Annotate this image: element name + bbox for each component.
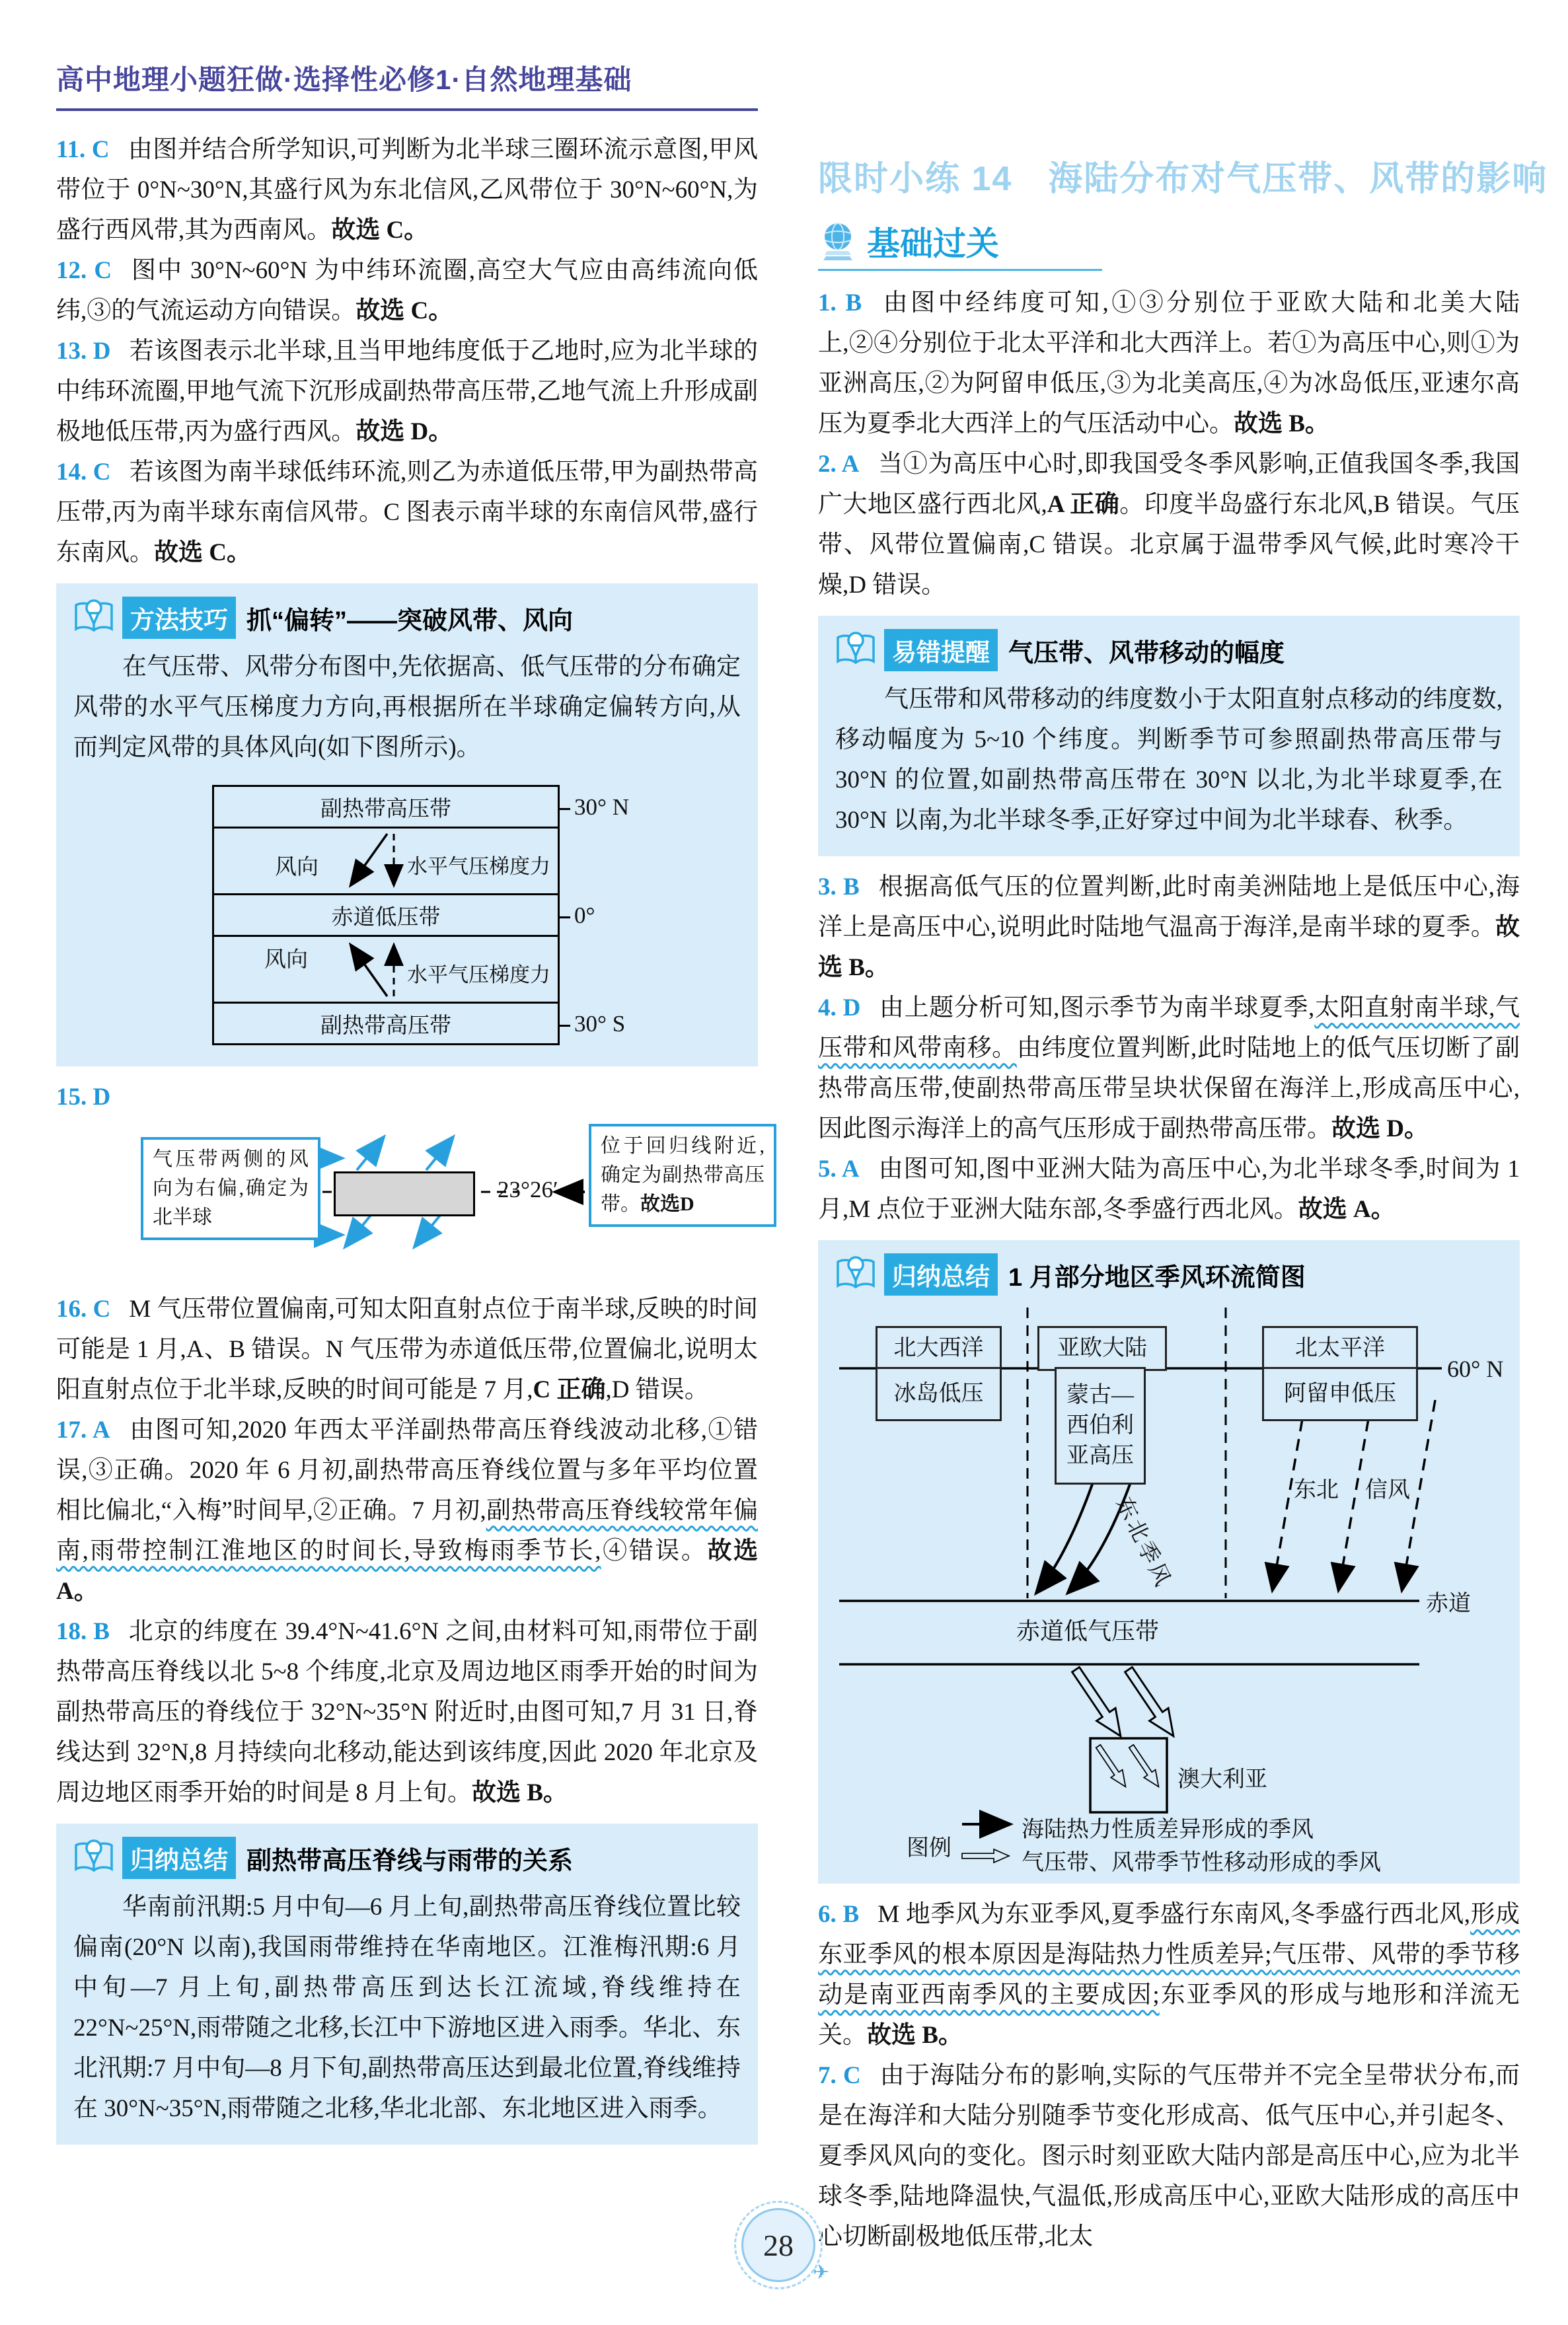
answer-number-1: 1. B [818,289,862,316]
trade-wind-label-2: 信风 [1365,1478,1410,1502]
section-basics [818,217,1102,271]
warning-badge: 易错提醒 [884,629,998,671]
wind-direction-label: 风向 [275,856,318,879]
summary-left-badge: 归纳总结 [122,1837,236,1879]
right-column [818,151,1548,2257]
cell-mongolia-high: 蒙古—西伯利亚高压 [1055,1367,1146,1485]
shifted-monsoon-arrow [1119,1663,1183,1742]
book-pin-icon [73,597,116,639]
belt-wind-row-south [214,937,558,1004]
summary-left-title: 副热带高压脊线与雨带的关系 [246,1847,574,1875]
answer-item-5 [818,1149,1520,1230]
tropic-latitude-label: 23°26′ [498,1177,558,1202]
answer-text-14: 若该图为南半球低纬环流,则乙为赤道低压带,甲为副热带高压带,丙为南半球东南信风带。C 图表示南半球的东南信风带,盛行东南风。故选 C。 [56,459,758,566]
page-number: 28 [763,2228,794,2262]
warning-header [835,629,1503,671]
wind-arrow-icon [352,946,387,996]
answer-text-11: 由图并结合所学知识,可判断为北半球三圈环流示意图,甲风带位于 0°N~30°N,其盛行风为东北信风,乙风带位于 30°N~60°N,为盛行西风带,其为西南风。故选 C。 [56,136,759,244]
subtropical-note-box: 位于回归线附近, 确定为副热带高压带。故选D [589,1124,776,1227]
pgf-label: 水平气压梯度力 [407,855,550,878]
trade-wind-label-1: 东北 [1294,1478,1339,1502]
high-pressure-band [334,1171,475,1216]
latitude-0: 0° [560,903,595,929]
answer-number-13: 13. D [56,338,111,365]
tick-mark [560,916,570,918]
answer-item-3 [818,867,1520,988]
answer-text-16: M 气压带位置偏南,可知太阳直射点位于南半球,反映的时间可能是 1 月,A、B 错误。N 气压带为赤道低压带,位置偏北,说明太阳直射点位于北半球,反映的时间可能是 7 月,C 正确,D 错误。 [56,1296,758,1403]
book-pin-icon [73,1837,116,1879]
belt-subtropical-north: 副热带高压带 [214,787,558,829]
answer-text-1: 由图中经纬度可知,①③分别位于亚欧大陆和北美大陆上,②④分别位于北太平洋和北大西洋上。若①为高压中心,则①为亚洲高压,②为阿留申低压,③为北美高压,④为冰岛低压,亚速尔高压为夏季北大西洋上的气压活动中心。故选 B。 [818,289,1520,437]
cell-iceland-low: 冰岛低压 [876,1367,1002,1421]
answer-number-18: 18. B [56,1618,110,1645]
book-pin-icon [835,1254,877,1296]
australia-label: 澳大利亚 [1177,1767,1267,1792]
summary-left-header [73,1837,741,1879]
plane-icon: ✈ [812,2261,829,2284]
method-tip-box [56,583,758,1066]
book-pin-icon [835,630,877,671]
answer-text-2: 当①为高压中心时,即我国受冬季风影响,正值我国冬季,我国广大地区盛行西北风,A 正确。印度半岛盛行东北风,B 错误。气压带、风带位置偏南,C 错误。北京属于温带季风气候,此时寒冷干燥,D 错误。 [818,451,1520,599]
summary-box-left [56,1824,758,2145]
equator-label: 赤道 [1426,1592,1471,1616]
page-number-globe [741,2208,829,2284]
tropic-high-diagram [56,1124,765,1280]
winter-monsoon-arrow [1069,1481,1131,1592]
equatorial-low-belt-label: 赤道低气压带 [1016,1618,1160,1644]
answer-text-5: 由图可知,图中亚洲大陆为高压中心,为北半球冬季,时间为 1 月,M 点位于亚洲大陆东部,冬季盛行西北风。故选 A。 [818,1156,1520,1223]
answer-item-1 [818,283,1520,444]
winter-monsoon-label: 东北季风 [1111,1493,1176,1592]
answer-item-12 [56,250,758,331]
belt-table [212,785,560,1045]
pressure-belt-diagram [73,780,734,1051]
monsoon-circulation-diagram [839,1308,1504,1875]
belt-subtropical-south: 副热带高压带 [320,1014,451,1038]
answer-item-13 [56,331,758,452]
section-basics-label: 基础过关 [867,225,999,262]
warning-title: 气压带、风带移动的幅度 [1008,639,1285,667]
wind-arrow-icon [346,1214,372,1245]
answer-number-5: 5. A [818,1156,860,1183]
answer-number-16: 16. C [56,1296,111,1323]
answer-number-15: 15. D [56,1084,111,1111]
answer-text-6: M 地季风为东亚季风,夏季盛行东南风,冬季盛行西北风,形成东亚季风的根本原因是海陆热力性质差异;气压带、风带的季节移动是南亚西南季风的主要成因;东亚季风的形成与地形和洋流无关。故选 B。 [818,1901,1520,2049]
exercise-title: 限时小练 14 海陆分布对气压带、风带的影响 [818,160,1548,198]
shifted-monsoon-arrow [1092,1742,1131,1790]
cell-aleutian-low: 阿留申低压 [1262,1367,1418,1421]
tick-mark [560,808,570,810]
method-tip-header [73,597,741,639]
answer-text-13: 若该图表示北半球,且当甲地纬度低于乙地时,应为北半球的中纬环流圈,甲地气流下沉形成副热带高压带,乙地气流上升形成副极地低压带,丙为盛行西风。故选 D。 [56,338,758,445]
answer-text-3: 根据高低气压的位置判断,此时南美洲陆地上是低压中心,海洋上是高压中心,说明此时陆地气温高于海洋,是南半球的夏季。故选 B。 [818,873,1520,981]
shifted-monsoon-arrow [1066,1663,1130,1742]
summary-left-body: 华南前汛期:5 月中旬—6 月上旬,副热带高压脊线位置比较偏南(20°N 以南),我国雨带维持在华南地区。江淮梅汛期:6 月中旬—7 月上旬,副热带高压到达长江流域,脊线维持在 22°N~25°N,雨带随之北移,长江中下游地区进入雨季。华北、东北汛期:7 月中旬—8 月下旬,副热带高压达到最北位置,脊线维持在 30°N~35°N,雨带随之北移,华北北部、东北地区进入雨季。 [73,1894,741,2122]
warning-body: 气压带和风带移动的纬度数小于太阳直射点移动的纬度数,移动幅度为 5~10 个纬度。判断季节可参照副热带高压带与 30°N 的位置,如副热带高压带在 30°N 以北,为北半球夏季,在 30°N 以南,为北半球冬季,正好穿过中间为北半球春、秋季。 [835,686,1503,834]
answer-text-12: 图中 30°N~60°N 为中纬环流圈,高空大气应由高纬流向低纬,③的气流运动方向错误。故选 C。 [56,257,758,324]
answer-number-14: 14. C [56,459,111,486]
answer-item-15 [56,1077,758,1117]
answer-number-4: 4. D [818,994,861,1021]
summary-box-right [818,1240,1520,1884]
answer-number-3: 3. B [818,873,860,901]
belt-equatorial-low: 赤道低压带 [214,895,558,937]
answer-item-14 [56,452,758,573]
cell-north-pacific: 北太平洋 [1262,1326,1418,1371]
answer-number-2: 2. A [818,451,860,478]
summary-right-header [835,1253,1503,1296]
answer-item-18 [56,1611,758,1813]
answer-text-7: 由于海陆分布的影响,实际的气压带并不完全呈带状分布,而是在海洋和大陆分别随季节变化形成高、低气压中心,并引起冬、夏季风风向的变化。图示时刻亚欧大陆内部是高压中心,应为北半球冬季,陆地降温快,气温低,形成高压中心,亚欧大陆形成的高压中心切断副极地低压带,北太 [818,2062,1520,2250]
answer-number-7: 7. C [818,2062,861,2089]
answer-text-4: 由上题分析可知,图示季节为南半球夏季,太阳直射南半球,气压带和风带南移。由纬度位置判断,此时陆地上的低气压切断了副热带高压带,使副热带高压带呈块状保留在海洋上,形成高压中心,因此图示海洋上的高气压形成于副热带高压带。故选 D。 [818,994,1520,1142]
legend-solid-text: 海陆热力性质差异形成的季风 [1022,1818,1314,1842]
belt-wind-row-north [214,829,558,895]
answer-item-2 [818,444,1520,605]
method-tip-body: 在气压带、风带分布图中,先依据高、低气压带的分布确定风带的水平气压梯度力方向,再根据所在半球确定偏转方向,从而判定风带的具体风向(如下图所示)。 [73,653,741,761]
legend-label: 图例 [907,1836,952,1861]
wind-arrow-icon [352,834,387,884]
answer-number-11: 11. C [56,136,110,163]
answer-text-18: 北京的纬度在 39.4°N~41.6°N 之间,由材料可知,雨带位于副热带高压脊线以北 5~8 个纬度,北京及周边地区雨季开始的时间为副热带高压的脊线位于 32°N~35°N 附近时,由图可知,7 月 31 日,脊线达到 32°N,8 月持续向北移动,能达到该纬度,因此 2020 年北京及周边地区雨季开始的时间是 8 月上旬。故选 B。 [56,1618,758,1806]
warning-box [818,616,1520,856]
wind-arrow-icon [357,1138,383,1170]
answer-item-16 [56,1289,758,1410]
pgf-label: 水平气压梯度力 [407,963,550,986]
summary-right-title: 1 月部分地区季风环流简图 [1008,1263,1306,1292]
shifted-monsoon-arrow [1125,1742,1164,1790]
cell-north-atlantic: 北大西洋 [876,1326,1002,1371]
latitude-30n: 30° N [560,794,629,821]
summary-right-badge: 归纳总结 [884,1253,998,1296]
cell-eurasia: 亚欧大陆 [1037,1326,1167,1371]
tick-mark [560,1025,570,1027]
lat60-label: 60° N [1447,1356,1504,1382]
answer-text-17: 由图可知,2020 年西太平洋副热带高压脊线波动北移,①错误,③正确。2020 年 6 月初,副热带高压脊线位置与多年平均位置相比偏北,“入梅”时间早,②正确。7 月初,副热带高压脊线较常年偏南,雨带控制江淮地区的时间长,导致梅雨季节长,④错误。故选 A。 [56,1417,759,1605]
answer-item-4 [818,988,1520,1149]
answer-number-12: 12. C [56,257,112,284]
answer-item-17 [56,1410,758,1611]
latitude-30s: 30° S [560,1011,625,1037]
hemisphere-note-box: 气压带两侧的风向为右偏,确定为北半球 [141,1137,320,1240]
answer-number-6: 6. B [818,1901,860,1928]
page-title: 高中地理小题狂做·选择性必修1·自然地理基础 [56,58,758,111]
left-column [56,129,765,2155]
answer-number-17: 17. A [56,1417,110,1444]
wind-arrow-icon [416,1214,441,1245]
answer-item-11 [56,129,758,250]
answer-item-7 [818,2055,1520,2257]
legend-double-text: 气压带、风带季节性移动形成的季风 [1022,1851,1381,1875]
wind-arrow-icon [426,1138,452,1170]
answer-item-6 [818,1894,1520,2055]
wind-direction-label: 风向 [264,948,308,972]
method-tip-title: 抓“偏转”——突破风带、风向 [246,607,574,635]
method-tip-badge: 方法技巧 [122,597,236,639]
legend-double-arrow-icon [962,1849,1009,1863]
globe-icon [818,221,859,265]
